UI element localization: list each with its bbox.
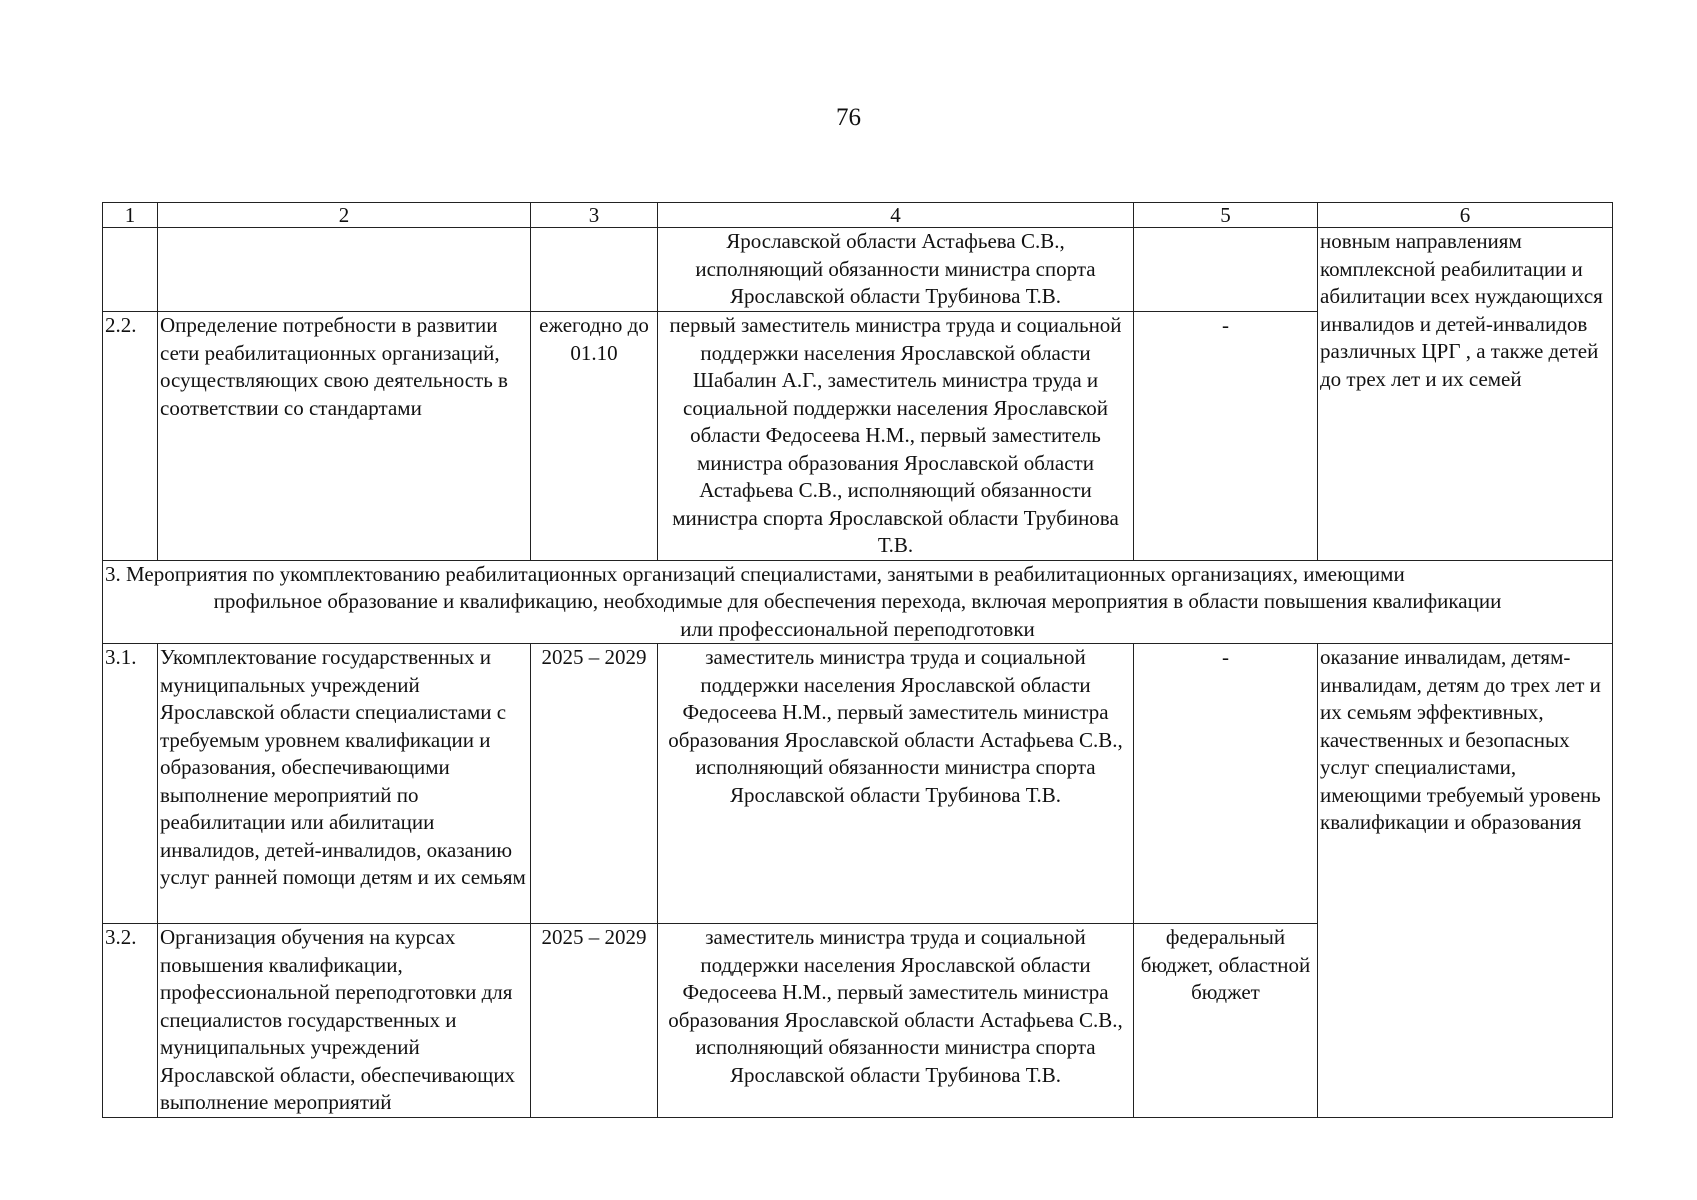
table-header-row (103, 203, 1613, 228)
measure-name-cell: Организация обучения на курсах повышения квалификации, профессиональной переподготовки для специалистов государственных и муниципальных учреждений Ярославской области, обеспечивающих выполнение мероприятий (158, 924, 531, 1118)
term-cell: 2025 – 2029 (531, 924, 658, 1118)
row-number-cell: 2.2. (103, 312, 158, 561)
funding-source-cell (1134, 228, 1318, 312)
column-header: 3 (531, 203, 658, 228)
section-heading-line: 3. Мероприятия по укомплектованию реабилитационных организаций специалистами, занятыми в реабилитационных организациях, имеющими (105, 561, 1405, 586)
term-cell: 2025 – 2029 (531, 644, 658, 924)
row-number-cell (103, 228, 158, 312)
column-header: 6 (1318, 203, 1613, 228)
column-header: 4 (658, 203, 1134, 228)
row-number-cell: 3.1. (103, 644, 158, 924)
column-header: 1 (103, 203, 158, 228)
expected-result-cell: оказание инвалидам, детям-инвалидам, детям до трех лет и их семьям эффективных, качественных и безопасных услуг специалистами, имеющими требуемый уровень квалификации и образования (1318, 644, 1613, 1118)
measure-name-cell (158, 228, 531, 312)
section-heading-line: профильное образование и квалификацию, необходимые для обеспечения перехода, включая мероприятия в области повышения квалификации (213, 589, 1502, 613)
measure-name-cell: Укомплектование государственных и муниципальных учреждений Ярославской области специалистами с требуемым уровнем квалификации и образования, обеспечивающими выполнение мероприятий по реабилитации или абилитации инвалидов, детей-инвалидов, оказанию услуг ранней помощи детям и их семьям (158, 644, 531, 924)
measures-table (102, 202, 1613, 1118)
column-header: 2 (158, 203, 531, 228)
table-row (103, 644, 1613, 924)
responsible-cell: первый заместитель министра труда и социальной поддержки населения Ярославской области Шабалин А.Г., заместитель министра труда и социальной поддержки населения Ярославской области Федосеева Н.М., первый заместитель министра образования Ярославской области Астафьева С.В., исполняющий обязанности министра спорта Ярославской области Трубинова Т.В. (658, 312, 1134, 561)
section-heading (103, 560, 1613, 644)
term-cell (531, 228, 658, 312)
measure-name-cell: Определение потребности в развитии сети реабилитационных организаций, осуществляющих свою деятельность в соответствии со стандартами (158, 312, 531, 561)
page-number: 76 (836, 104, 861, 131)
funding-source-cell: федеральный бюджет, областной бюджет (1134, 924, 1318, 1118)
responsible-cell: заместитель министра труда и социальной поддержки населения Ярославской области Федосеева Н.М., первый заместитель министра образования Ярославской области Астафьева С.В., исполняющий обязанности министра спорта Ярославской области Трубинова Т.В. (658, 924, 1134, 1118)
funding-source-cell: - (1134, 644, 1318, 924)
section-heading-row (103, 560, 1613, 644)
expected-result-cell: новным направлениям комплексной реабилитации и абилитации всех нуждающихся инвалидов и детей-инвалидов различных ЦРГ , а также детей до трех лет и их семей (1318, 228, 1613, 561)
funding-source-cell: - (1134, 312, 1318, 561)
table-row-continuation (103, 228, 1613, 312)
responsible-cell: заместитель министра труда и социальной поддержки населения Ярославской области Федосеева Н.М., первый заместитель министра образования Ярославской области Астафьева С.В., исполняющий обязанности министра спорта Ярославской области Трубинова Т.В. (658, 644, 1134, 924)
column-header: 5 (1134, 203, 1318, 228)
row-number-cell: 3.2. (103, 924, 158, 1118)
section-heading-line: или профессиональной переподготовки (680, 616, 1035, 641)
responsible-cell: Ярославской области Астафьева С.В., исполняющий обязанности министра спорта Ярославской области Трубинова Т.В. (658, 228, 1134, 312)
term-cell: ежегодно до 01.10 (531, 312, 658, 561)
